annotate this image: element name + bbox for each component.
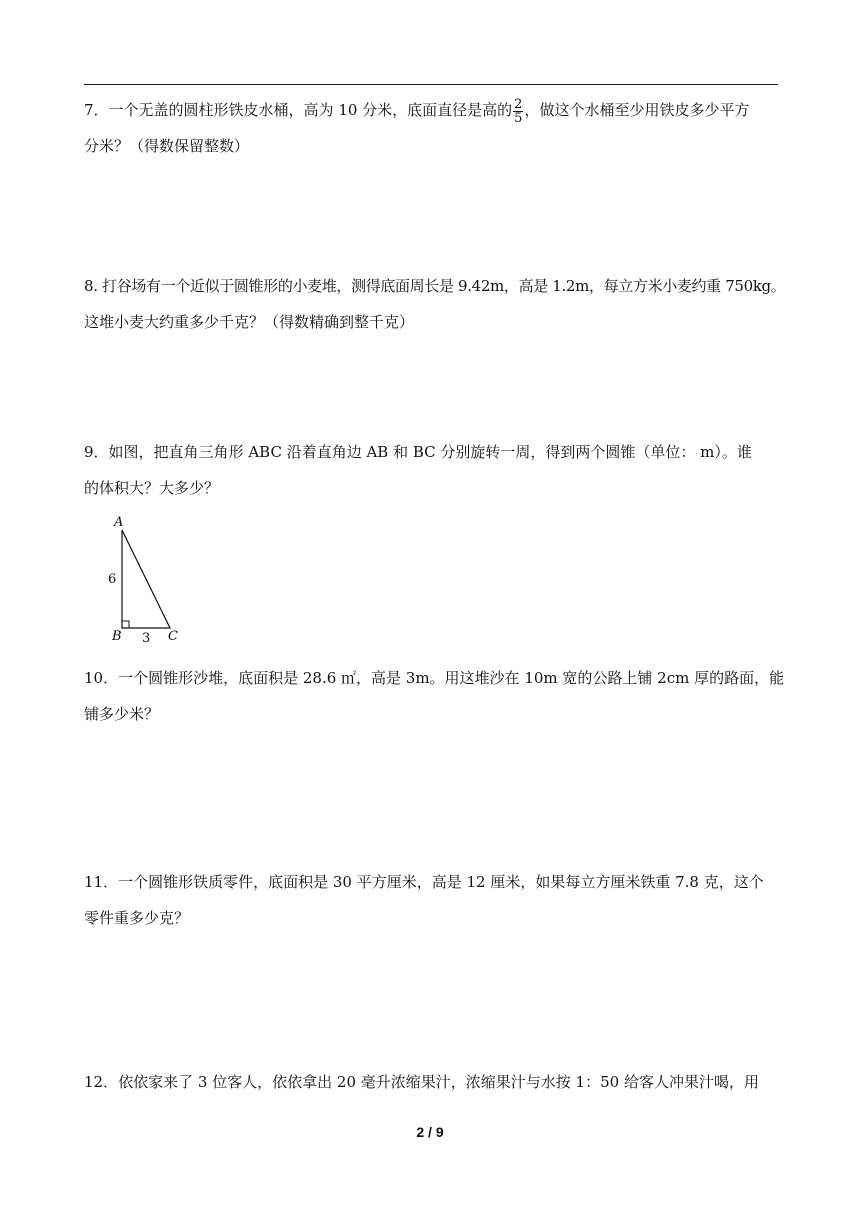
header-rule	[84, 84, 778, 85]
question-10-line-2: 铺多少米？	[84, 705, 160, 723]
question-11	[84, 864, 780, 936]
question-7-line-1	[84, 92, 780, 128]
right-triangle-figure	[100, 512, 190, 647]
vertex-label-a: A	[114, 515, 124, 530]
side-label-bc: 3	[142, 631, 151, 646]
vertex-label-c: C	[168, 629, 178, 644]
question-11-line-1: 11．一个圆锥形铁质零件，底面积是 30 平方厘米，高是 12 厘米，如果每立方厘米铁重 7.8 克，这个	[84, 873, 764, 891]
question-11-line-2: 零件重多少克？	[84, 909, 190, 927]
page-number: 2 / 9	[416, 1124, 444, 1140]
fraction-two-fifths	[513, 98, 523, 125]
side-label-ab: 6	[108, 572, 117, 587]
right-angle-mark	[122, 621, 129, 628]
fraction-denominator: 5	[514, 110, 523, 126]
question-8	[84, 268, 786, 340]
question-8-line-2: 这堆小麦大约重多少千克？（得数精确到整千克）	[84, 313, 415, 331]
fraction-numerator: 2	[514, 96, 523, 112]
question-12	[84, 1064, 780, 1100]
question-9-line-1: 9．如图，把直角三角形 ABC 沿着直角边 AB 和 BC 分别旋转一周，得到两个圆锥（单位： m）。谁	[84, 443, 752, 461]
question-9-line-2: 的体积大？大多少？	[84, 479, 220, 497]
question-8-line-1: 8. 打谷场有一个近似于圆锥形的小麦堆，测得底面周长是 9.42m，高是 1.2m，每立方米小麦约重 750kg。	[84, 277, 786, 295]
triangle-diagram	[100, 512, 190, 647]
question-10-line-1: 10．一个圆锥形沙堆，底面积是 28.6 ㎡，高是 3m。用这堆沙在 10m 宽的公路上铺 2cm 厚的路面，能	[84, 669, 785, 687]
question-7	[84, 92, 780, 164]
question-7-text-a: 7．一个无盖的圆柱形铁皮水桶，高为 10 分米，底面直径是高的	[84, 101, 513, 119]
question-12-line-1: 12．依依家来了 3 位客人，依依拿出 20 毫升浓缩果汁，浓缩果汁与水按 1：50 给客人冲果汁喝，用	[84, 1073, 759, 1091]
question-7-text-b: ，做这个水桶至少用铁皮多少平方	[524, 101, 750, 119]
vertex-label-b: B	[112, 629, 122, 644]
question-10	[84, 660, 785, 732]
question-9	[84, 434, 780, 506]
triangle-abc	[122, 530, 170, 628]
question-7-line-2: 分米？（得数保留整数）	[84, 137, 250, 155]
